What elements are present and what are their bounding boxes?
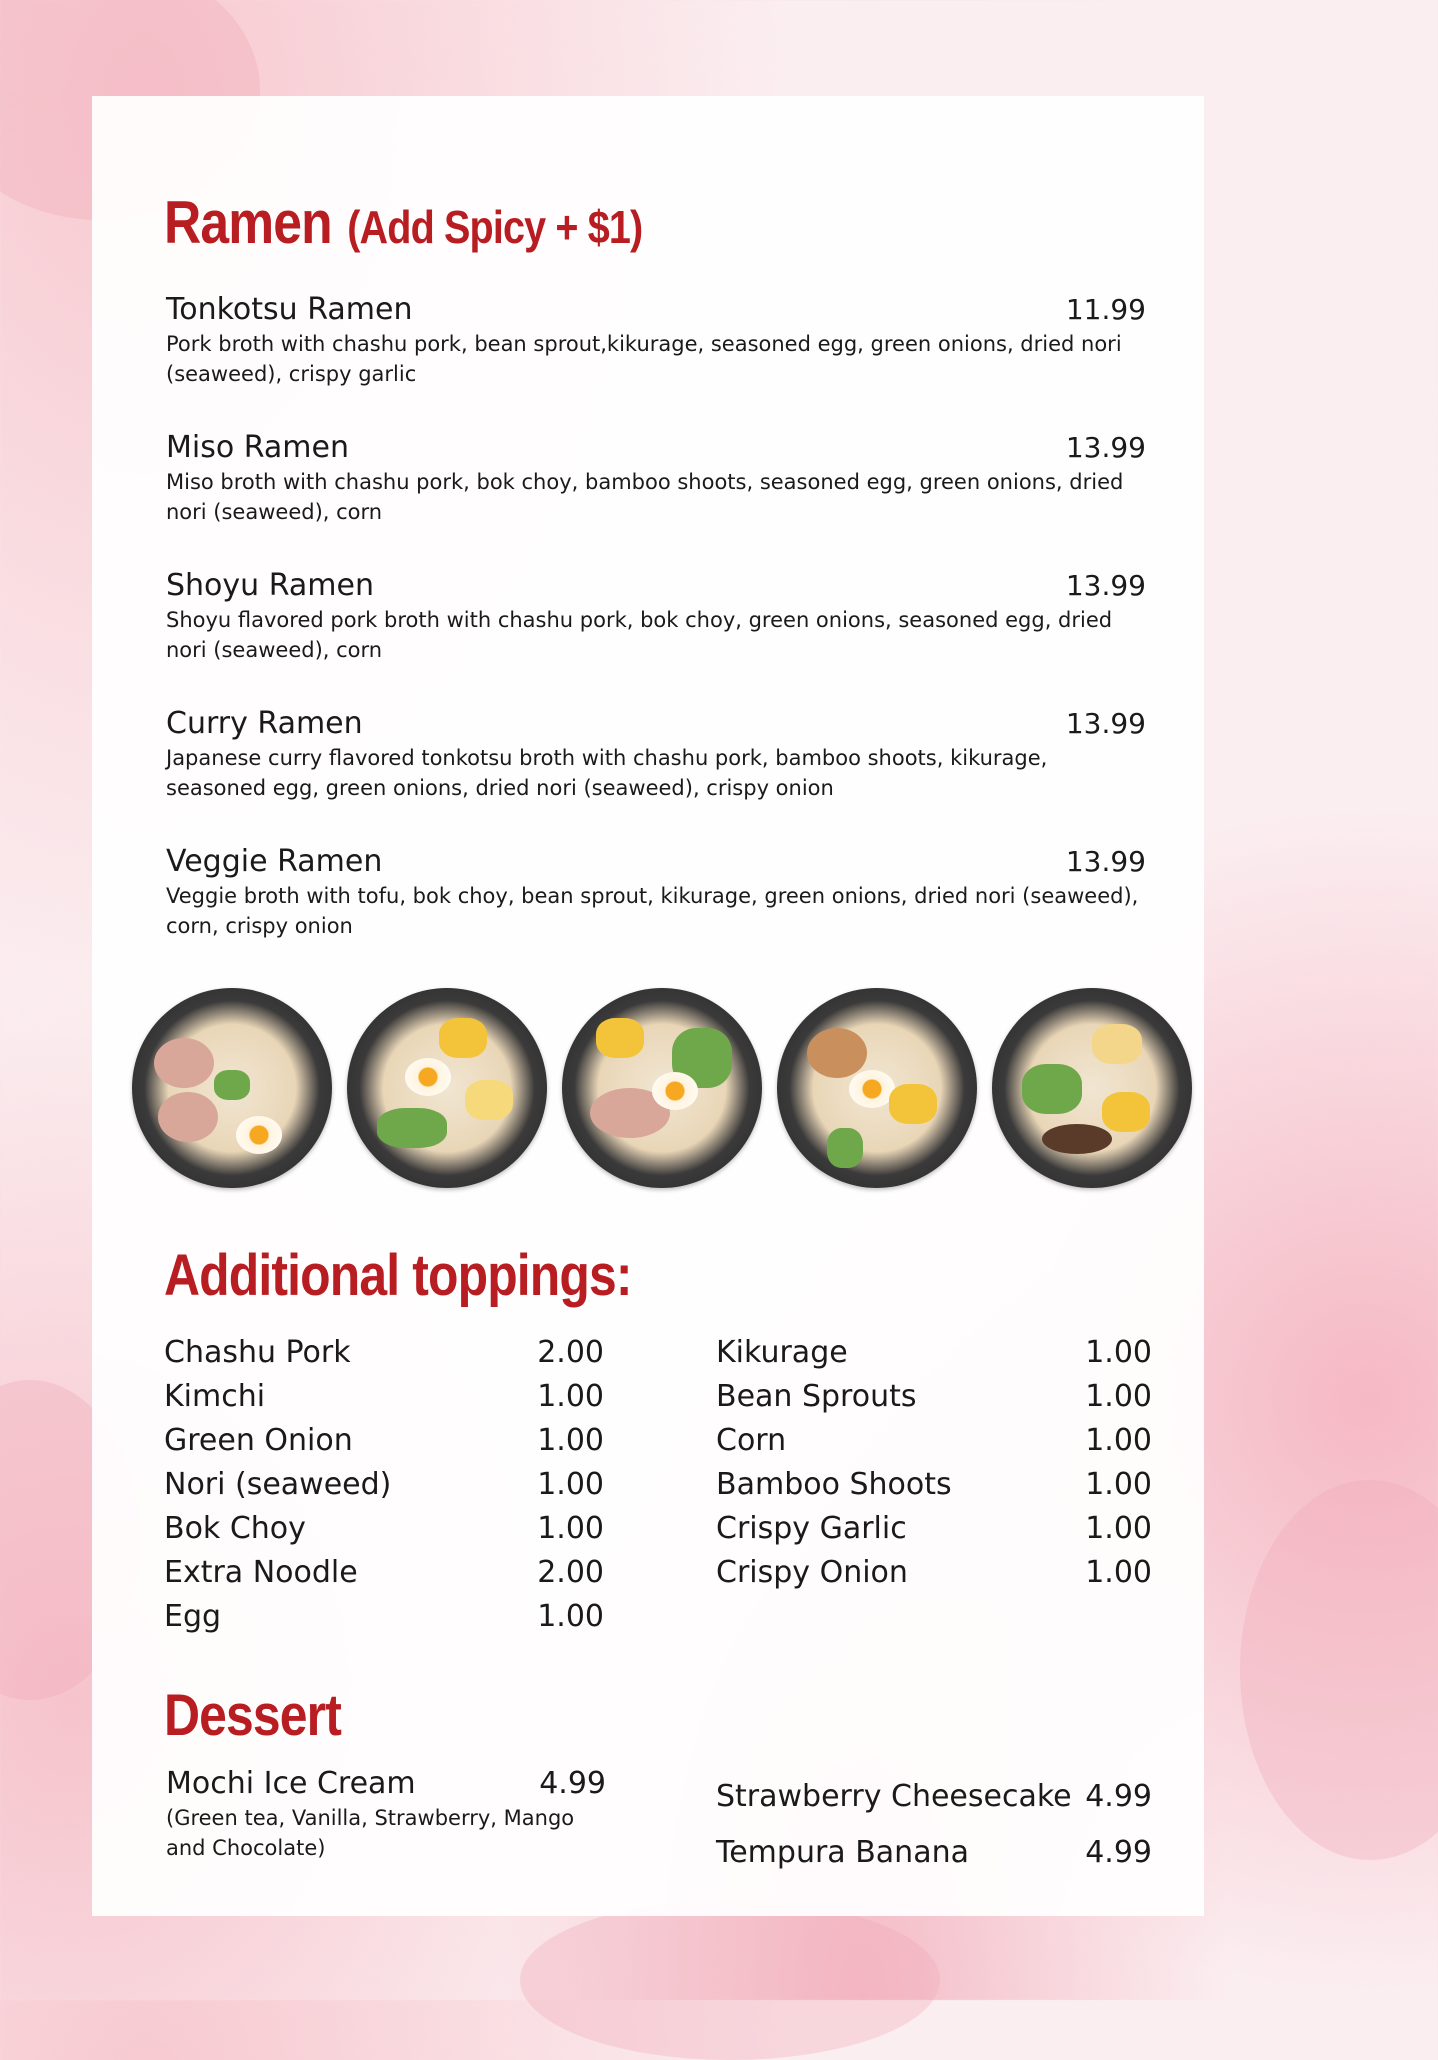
item-price: 13.99 xyxy=(1065,845,1146,878)
topping-name: Chashu Pork xyxy=(164,1334,351,1370)
topping-price: 1.00 xyxy=(1085,1466,1152,1502)
topping-name: Bean Sprouts xyxy=(716,1378,917,1414)
dessert-title: Dessert xyxy=(164,1683,341,1748)
toppings-left-column xyxy=(164,1330,604,1638)
dessert-name: Mochi Ice Cream xyxy=(166,1766,416,1801)
shoyu-bowl-image xyxy=(562,988,762,1188)
ramen-heading xyxy=(164,188,642,257)
menu-item xyxy=(166,568,1146,665)
ramen-subtitle: (Add Spicy + $1) xyxy=(347,201,643,253)
topping-price: 1.00 xyxy=(1085,1554,1152,1590)
item-price: 13.99 xyxy=(1065,569,1146,602)
list-item xyxy=(164,1506,604,1550)
topping-price: 1.00 xyxy=(1085,1510,1152,1546)
ramen-photos xyxy=(132,988,1192,1194)
menu-item xyxy=(166,430,1146,527)
topping-name: Crispy Garlic xyxy=(716,1510,907,1546)
topping-price: 1.00 xyxy=(1085,1334,1152,1370)
petal-decoration xyxy=(1240,1480,1438,1860)
list-item xyxy=(716,1550,1152,1594)
topping-price: 1.00 xyxy=(1085,1422,1152,1458)
topping-name: Kimchi xyxy=(164,1378,266,1414)
list-item xyxy=(164,1594,604,1638)
topping-name: Nori (seaweed) xyxy=(164,1466,392,1502)
item-name: Tonkotsu Ramen xyxy=(166,292,413,327)
item-name: Shoyu Ramen xyxy=(166,568,374,603)
topping-name: Bamboo Shoots xyxy=(716,1466,952,1502)
dessert-price: 4.99 xyxy=(1085,1834,1152,1870)
topping-name: Crispy Onion xyxy=(716,1554,908,1590)
item-name: Miso Ramen xyxy=(166,430,350,465)
item-price: 11.99 xyxy=(1065,293,1146,326)
list-item xyxy=(716,1418,1152,1462)
dessert-price: 4.99 xyxy=(539,1766,606,1801)
topping-name: Corn xyxy=(716,1422,787,1458)
dessert-item xyxy=(716,1824,1152,1880)
dessert-item xyxy=(166,1766,606,1863)
item-name: Curry Ramen xyxy=(166,706,363,741)
list-item xyxy=(716,1374,1152,1418)
toppings-right-column xyxy=(716,1330,1152,1594)
dessert-name: Strawberry Cheesecake xyxy=(716,1778,1072,1814)
item-description: Shoyu flavored pork broth with chashu pork, bok choy, green onions, seasoned egg, dried nori (seaweed), corn xyxy=(166,608,1113,662)
petal-decoration xyxy=(520,1900,940,2060)
list-item xyxy=(164,1418,604,1462)
topping-price: 1.00 xyxy=(537,1466,604,1502)
topping-name: Bok Choy xyxy=(164,1510,306,1546)
item-description: Pork broth with chashu pork, bean sprout,kikurage, seasoned egg, green onions, dried nori (seaweed), crispy garlic xyxy=(166,332,1122,386)
item-price: 13.99 xyxy=(1065,431,1146,464)
topping-price: 2.00 xyxy=(537,1334,604,1370)
list-item xyxy=(716,1330,1152,1374)
dessert-name: Tempura Banana xyxy=(716,1834,969,1870)
veggie-bowl-image xyxy=(992,988,1192,1188)
item-description: Miso broth with chashu pork, bok choy, bamboo shoots, seasoned egg, green onions, dried nori (seaweed), corn xyxy=(166,470,1124,524)
curry-bowl-image xyxy=(777,988,977,1188)
menu-card xyxy=(92,96,1204,1916)
miso-bowl-image xyxy=(347,988,547,1188)
list-item xyxy=(164,1374,604,1418)
topping-price: 1.00 xyxy=(537,1510,604,1546)
list-item xyxy=(164,1330,604,1374)
topping-price: 1.00 xyxy=(1085,1378,1152,1414)
list-item xyxy=(716,1506,1152,1550)
dessert-price: 4.99 xyxy=(1085,1778,1152,1814)
ramen-title: Ramen xyxy=(164,189,332,256)
topping-price: 1.00 xyxy=(537,1598,604,1634)
dessert-item xyxy=(716,1768,1152,1824)
dessert-description: (Green tea, Vanilla, Strawberry, Mango and Chocolate) xyxy=(166,1806,575,1860)
topping-name: Extra Noodle xyxy=(164,1554,358,1590)
tonkotsu-bowl-image xyxy=(132,988,332,1188)
item-name: Veggie Ramen xyxy=(166,844,383,879)
topping-price: 1.00 xyxy=(537,1378,604,1414)
toppings-title: Additional toppings: xyxy=(164,1243,632,1308)
item-price: 13.99 xyxy=(1065,707,1146,740)
list-item xyxy=(164,1462,604,1506)
dessert-right-column xyxy=(716,1768,1152,1880)
item-description: Veggie broth with tofu, bok choy, bean sprout, kikurage, green onions, dried nori (seaweed), corn, crispy onion xyxy=(166,884,1139,938)
topping-price: 1.00 xyxy=(537,1422,604,1458)
topping-name: Egg xyxy=(164,1598,222,1634)
topping-name: Kikurage xyxy=(716,1334,848,1370)
item-description: Japanese curry flavored tonkotsu broth with chashu pork, bamboo shoots, kikurage, seasoned egg, green onions, dried nori (seaweed), crispy onion xyxy=(166,746,1048,800)
menu-item xyxy=(166,706,1146,803)
menu-item xyxy=(166,844,1146,941)
menu-item xyxy=(166,292,1146,389)
topping-price: 2.00 xyxy=(537,1554,604,1590)
topping-name: Green Onion xyxy=(164,1422,353,1458)
list-item xyxy=(164,1550,604,1594)
list-item xyxy=(716,1462,1152,1506)
